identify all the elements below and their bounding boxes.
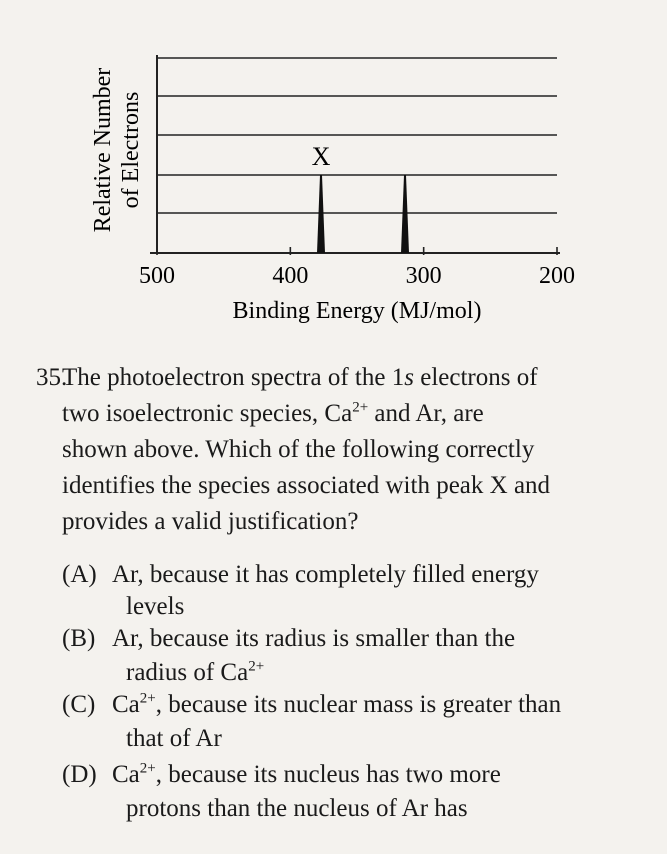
x-axis-label: Binding Energy (MJ/mol) xyxy=(232,298,482,324)
stem-line: two isoelectronic species, $Ca^{2+}$ and Ar, are xyxy=(62,399,484,427)
spectrum-peak xyxy=(317,175,325,253)
peak-label: X xyxy=(311,142,331,171)
stem-line: The photoelectron spectra of the 1s electrons of xyxy=(62,364,538,391)
stem-line: shown above. Which of the following correctly xyxy=(62,436,535,463)
x-tick-label: 200 xyxy=(539,263,575,289)
choice-letter: (D) xyxy=(62,761,97,788)
question-number: 35. xyxy=(36,364,68,391)
peaks xyxy=(312,142,409,253)
choice-text: levels xyxy=(126,593,185,620)
choice-text: radius of $Ca^{2+}$ xyxy=(126,658,265,686)
choice-text: $Ca^{2+}$, because its nuclear mass is greater than xyxy=(112,690,562,718)
spectrum-peak xyxy=(401,175,409,253)
x-tick-label: 400 xyxy=(272,263,309,289)
choice-text: Ar, because it has completely filled energy xyxy=(112,561,539,588)
stem-line: provides a valid justification? xyxy=(62,508,359,535)
photoelectron-spectrum-chart xyxy=(0,0,667,340)
stem-line: identifies the species associated with peak X and xyxy=(62,472,551,499)
x-tick-label: 500 xyxy=(139,263,175,289)
y-axis-label-line2: of Electrons xyxy=(118,91,144,209)
choice-text: protons than the nucleus of Ar has xyxy=(126,795,468,822)
question-stem xyxy=(62,360,652,540)
x-tick-labels xyxy=(139,263,575,289)
x-tick-label: 300 xyxy=(405,263,442,289)
choice-letter: (C) xyxy=(62,691,96,718)
y-axis-label-line1: Relative Number xyxy=(90,67,116,233)
gridlines xyxy=(157,58,557,213)
choice-text: $Ca^{2+}$, because its nucleus has two more xyxy=(112,760,501,788)
choice-letter: (A) xyxy=(62,561,97,588)
choice-letter: (B) xyxy=(62,625,96,652)
choice-text: that of Ar xyxy=(126,725,222,752)
choice-text: Ar, because its radius is smaller than the xyxy=(112,625,516,652)
